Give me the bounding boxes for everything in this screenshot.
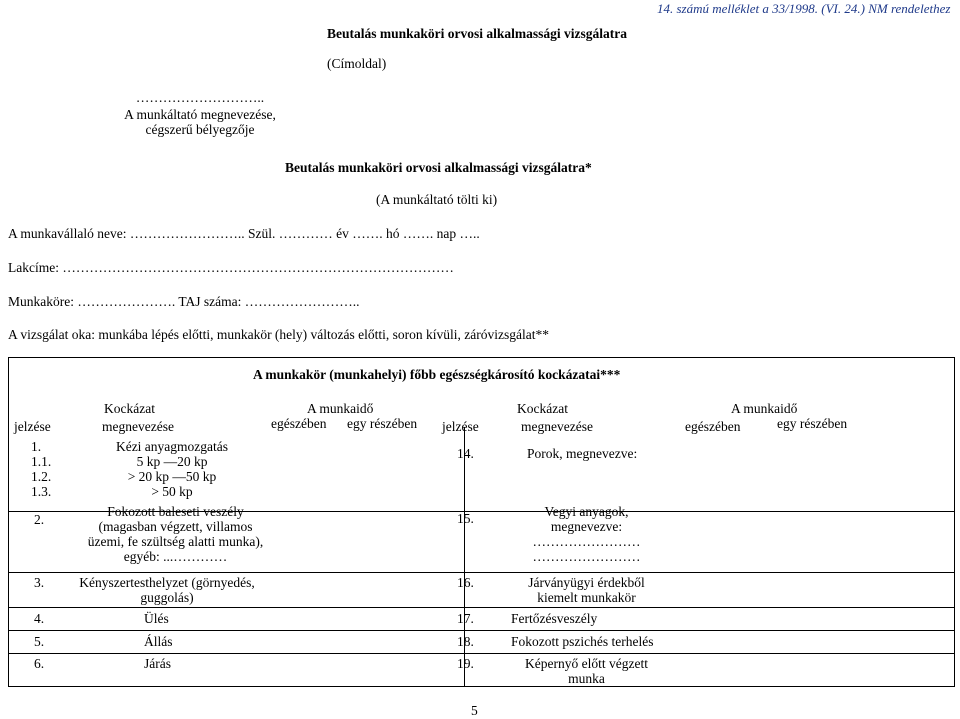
left-row-1-code: 1. 1.1. 1.2. 1.3. — [31, 439, 52, 499]
left-row-1-name: Kézi anyagmozgatás 5 kp —20 kp > 20 kp —50 kp > 50 kp — [115, 439, 229, 499]
right-row-15-name: Vegyi anyagok, megnevezve: …………………… …………………… — [532, 504, 641, 564]
row-divider — [9, 607, 954, 608]
page-number: 5 — [471, 703, 478, 718]
form-title: Beutalás munkaköri orvosi alkalmassági vizsgálatra* — [285, 160, 592, 175]
worker-name-field: A munkavállaló neve: …………………….. Szül. ………… év ……. hó ……. nap ….. — [8, 226, 480, 241]
col-whole: egészében — [271, 416, 327, 431]
left-row-3-name: Kényszertesthelyzet (görnyedés, guggolás) — [79, 575, 255, 605]
employer-stamp-line1: A munkáltató megnevezése, — [124, 107, 276, 122]
right-row-18-code: 18. — [457, 634, 474, 649]
risk-table — [8, 357, 955, 687]
col-name: megnevezése — [102, 419, 174, 434]
col-partial-2: egy részében — [777, 416, 848, 431]
right-row-14-name: Porok, megnevezve: — [527, 446, 638, 461]
right-row-19-code: 19. — [457, 656, 474, 671]
left-risk-header: Kockázat — [104, 401, 155, 416]
left-row-4-name: Ülés — [144, 611, 169, 626]
exam-reason-field: A vizsgálat oka: munkába lépés előtti, munkakör (hely) változás előtti, soron kívüli, záróvizsgálat** — [8, 327, 549, 342]
left-row-2-name: Fokozott baleseti veszély (magasban végzett, villamos üzemi, fe szültség alatti munka), egyéb: ...………… — [87, 504, 264, 564]
left-row-2-code: 2. — [34, 512, 45, 527]
row-divider — [9, 653, 954, 654]
left-row-6-name: Járás — [144, 656, 171, 671]
right-row-17-name: Fertőzésveszély — [511, 611, 598, 626]
address-field: Lakcíme: …………………………………………………………………………… — [8, 260, 454, 275]
left-row-5-name: Állás — [144, 634, 173, 649]
right-time-header: A munkaidő — [731, 401, 798, 416]
col-whole-2: egészében — [685, 419, 741, 434]
right-risk-header: Kockázat — [517, 401, 568, 416]
annex-header: 14. számú melléklet a 33/1998. (VI. 24.) NM rendelethez — [657, 1, 951, 16]
col-code-2: jelzése — [442, 419, 479, 434]
cover-title: Beutalás munkaköri orvosi alkalmassági vizsgálatra — [327, 26, 628, 41]
cover-subtitle: (Címoldal) — [327, 56, 387, 71]
job-field: Munkaköre: …………………. TAJ száma: …………………….. — [8, 294, 360, 309]
right-row-15-code: 15. — [457, 511, 474, 526]
right-row-18-name: Fokozott pszichés terhelés — [511, 634, 654, 649]
col-name-2: megnevezése — [521, 419, 593, 434]
form-note: (A munkáltató tölti ki) — [376, 192, 498, 207]
row-divider — [9, 572, 954, 573]
right-row-14-code: 14. — [457, 446, 474, 461]
left-row-4-code: 4. — [34, 611, 45, 626]
right-row-16-name: Járványügyi érdekből kiemelt munkakör — [528, 575, 645, 605]
right-row-17-code: 17. — [457, 611, 474, 626]
left-row-6-code: 6. — [34, 656, 45, 671]
right-row-19-name: Képernyő előtt végzett munka — [525, 656, 648, 686]
employer-stamp-dots: ……………………….. — [135, 90, 265, 105]
left-row-5-code: 5. — [34, 634, 45, 649]
employer-stamp-line2: cégszerű bélyegzője — [145, 122, 255, 137]
col-partial: egy részében — [347, 416, 418, 431]
left-time-header: A munkaidő — [307, 401, 374, 416]
right-row-16-code: 16. — [457, 575, 474, 590]
left-row-3-code: 3. — [34, 575, 45, 590]
col-code: jelzése — [14, 419, 51, 434]
row-divider — [9, 630, 954, 631]
table-title: A munkakör (munkahelyi) főbb egészségkárosító kockázatai*** — [253, 367, 621, 382]
